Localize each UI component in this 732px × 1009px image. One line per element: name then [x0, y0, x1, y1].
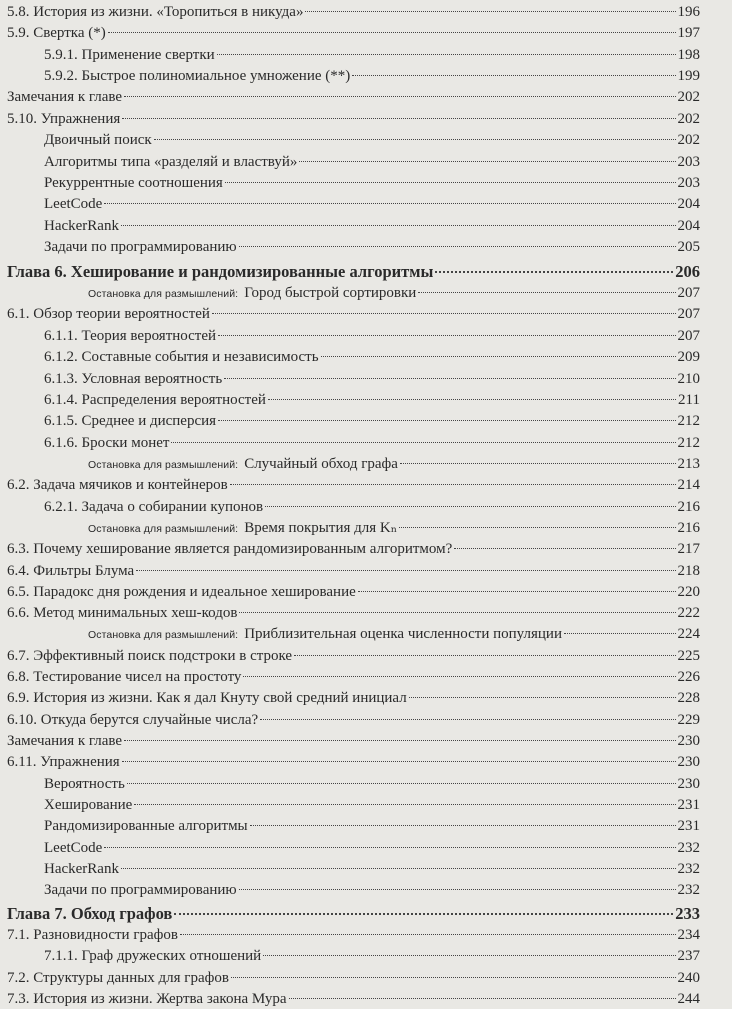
section-number: 6.11.	[7, 754, 37, 770]
toc-entry	[0, 838, 700, 858]
section-title: Упражнения	[40, 111, 121, 127]
toc-entry-title	[7, 304, 210, 324]
toc-entry	[0, 731, 700, 751]
dot-leader	[218, 335, 675, 336]
dot-leader	[122, 118, 675, 119]
dot-leader	[305, 11, 675, 12]
dot-leader	[224, 378, 675, 379]
section-title: LeetCode	[44, 840, 103, 856]
toc-entry	[0, 989, 700, 1009]
dot-leader	[136, 570, 675, 571]
section-number: 6.1.3.	[44, 371, 78, 387]
section-title: Условная вероятность	[81, 371, 223, 387]
page-number: 229	[677, 712, 700, 728]
section-title: Хеширование	[44, 797, 133, 813]
toc-entry	[0, 603, 700, 623]
toc-entry-title	[44, 130, 152, 150]
page-number: 196	[677, 4, 700, 20]
toc-entry	[0, 433, 700, 453]
toc-entry	[0, 795, 700, 815]
toc-entry-title	[44, 347, 319, 367]
toc-entry	[0, 283, 700, 304]
section-title: Замечания к главе	[7, 89, 123, 105]
section-number: 6.7.	[7, 648, 30, 664]
page-number: 202	[677, 111, 700, 127]
toc-entry	[0, 152, 700, 172]
section-number: 6.2.1.	[44, 499, 78, 515]
section-number: 6.1.4.	[44, 392, 78, 408]
dot-leader	[418, 292, 675, 293]
dot-leader	[265, 506, 675, 507]
toc-entry-title	[44, 497, 263, 517]
page-number: 232	[677, 882, 700, 898]
dot-leader	[564, 633, 676, 634]
page-number: 226	[677, 669, 700, 685]
section-title: Рандомизированные алгоритмы	[44, 818, 248, 834]
stop-and-think-label: Остановка для размышлений:	[88, 459, 239, 471]
section-number: 6.10.	[7, 712, 37, 728]
page-number: 205	[677, 239, 700, 255]
page-number: 232	[677, 861, 700, 877]
toc-entry	[0, 774, 700, 794]
page-number: 204	[677, 196, 700, 212]
dot-leader	[108, 32, 676, 33]
toc-entry-title	[88, 624, 562, 645]
section-title: Вероятность	[44, 776, 125, 792]
page-number: 207	[677, 328, 700, 344]
toc-entry-title	[44, 237, 237, 257]
section-title: Свертка (*)	[33, 25, 106, 41]
stop-and-think-label: Остановка для размышлений:	[88, 629, 239, 641]
page-number: 232	[677, 840, 700, 856]
dot-leader	[289, 998, 676, 999]
toc-entry-title	[7, 87, 122, 107]
section-number: 6.8.	[7, 669, 30, 685]
section-title: Алгоритмы типа «разделяй и властвуй»	[44, 154, 298, 170]
toc-entry-title	[7, 561, 134, 581]
toc-entry-title	[7, 475, 228, 495]
dot-leader	[231, 977, 676, 978]
page-number: 207	[677, 306, 700, 322]
toc-entry	[0, 130, 700, 150]
toc-entry	[0, 262, 700, 282]
toc-entry-title	[44, 152, 297, 172]
page-number: 214	[677, 477, 700, 493]
section-title: Быстрое полиномиальное умножение (**)	[81, 68, 351, 84]
toc-entry-title	[7, 539, 452, 559]
toc-entry	[0, 326, 700, 346]
toc-entry-title	[44, 795, 132, 815]
page-number: 212	[677, 413, 700, 429]
toc-entry	[0, 2, 700, 22]
toc-entry	[0, 173, 700, 193]
dot-leader	[400, 463, 676, 464]
section-title: Парадокс дня рождения и идеальное хеширование	[33, 584, 356, 600]
toc-entry-title	[44, 774, 125, 794]
toc-entry-title	[44, 194, 102, 214]
toc-entry	[0, 45, 700, 65]
section-title: Город быстрой сортировки	[244, 285, 417, 301]
page-number: 216	[677, 520, 700, 536]
page-number: 198	[677, 47, 700, 63]
section-number: 7.1.1.	[44, 948, 78, 964]
section-title: Граф дружеских отношений	[81, 948, 262, 964]
dot-leader	[268, 399, 676, 400]
toc-entry	[0, 347, 700, 367]
section-title: LeetCode	[44, 196, 103, 212]
section-title: Структуры данных для графов	[33, 970, 229, 986]
toc-entry-title	[44, 816, 248, 836]
dot-leader	[122, 761, 676, 762]
toc-entry-title	[7, 710, 258, 730]
section-number: 5.8.	[7, 4, 30, 20]
section-title: Случайный обход графа	[244, 456, 398, 472]
section-title: Приблизительная оценка численности популяции	[244, 626, 562, 642]
toc-entry	[0, 710, 700, 730]
section-number: 6.1.1.	[44, 328, 78, 344]
toc-entry	[0, 946, 700, 966]
page-number: 231	[677, 818, 700, 834]
toc-entry	[0, 539, 700, 559]
toc-entry-title	[44, 390, 266, 410]
toc-entry	[0, 582, 700, 602]
toc-entry-title	[7, 582, 356, 602]
page-number: 231	[677, 797, 700, 813]
toc-entry-title	[88, 454, 398, 475]
page-number: 234	[677, 927, 700, 943]
section-number: 5.9.1.	[44, 47, 78, 63]
toc-entry	[0, 816, 700, 836]
toc-entry-title	[7, 262, 433, 282]
toc-entry	[0, 304, 700, 324]
dot-leader	[121, 868, 676, 869]
page-number: 203	[677, 154, 700, 170]
dot-leader	[124, 96, 675, 97]
dot-leader	[134, 804, 675, 805]
page-number: 202	[677, 132, 700, 148]
section-title: Задачи по программированию	[44, 239, 237, 255]
page-number: 216	[677, 499, 700, 515]
dot-leader	[239, 889, 676, 890]
section-title: Глава 6. Хеширование и рандомизированные алгоритмы	[7, 262, 434, 281]
toc-entry-title	[44, 369, 222, 389]
toc-entry	[0, 688, 700, 708]
dot-leader	[239, 612, 675, 613]
dot-leader	[294, 655, 675, 656]
dot-leader	[239, 246, 676, 247]
section-title: Среднее и дисперсия	[81, 413, 217, 429]
section-title: Броски монет	[81, 435, 170, 451]
section-title: Время покрытия для Kₙ	[244, 520, 398, 536]
section-title: Замечания к главе	[7, 733, 123, 749]
toc-entry-title	[7, 688, 407, 708]
page-number: 228	[677, 690, 700, 706]
toc-entry	[0, 925, 700, 945]
toc-entry-title	[44, 859, 119, 879]
section-title: Задача о собирании купонов	[81, 499, 264, 515]
page-number: 224	[677, 626, 700, 642]
section-title: Распределения вероятностей	[81, 392, 266, 408]
toc-entry-title	[44, 66, 350, 86]
toc-entry-title	[44, 946, 261, 966]
section-number: 6.1.5.	[44, 413, 78, 429]
page-number: 206	[675, 262, 700, 281]
section-title: Двоичный поиск	[44, 132, 152, 148]
dot-leader	[409, 697, 676, 698]
section-title: HackerRank	[44, 218, 119, 234]
toc-entry-title	[7, 109, 120, 129]
section-title: История из жизни. Как я дал Кнуту свой средний инициал	[33, 690, 407, 706]
stop-and-think-label: Остановка для размышлений:	[88, 523, 239, 535]
section-title: Глава 7. Обход графов	[7, 904, 173, 923]
dot-leader	[263, 955, 675, 956]
page-number: 230	[677, 754, 700, 770]
page-number: 212	[677, 435, 700, 451]
toc-entry-title	[7, 968, 229, 988]
dot-leader	[435, 271, 673, 273]
page-number: 211	[678, 392, 700, 408]
section-title: Фильтры Блума	[33, 563, 135, 579]
page-number: 217	[677, 541, 700, 557]
section-title: Эффективный поиск подстроки в строке	[33, 648, 293, 664]
toc-entry-title	[7, 989, 287, 1009]
section-title: Применение свертки	[81, 47, 215, 63]
toc-entry	[0, 237, 700, 257]
section-number: 6.5.	[7, 584, 30, 600]
section-title: Тестирование чисел на простоту	[33, 669, 242, 685]
toc-entry-title	[7, 646, 292, 666]
section-number: 6.4.	[7, 563, 30, 579]
toc-entry	[0, 475, 700, 495]
toc-entry-title	[7, 2, 303, 22]
toc-entry-title	[44, 433, 169, 453]
dot-leader	[230, 484, 676, 485]
page-number: 222	[677, 605, 700, 621]
section-title: Почему хеширование является рандомизированным алгоритмом?	[33, 541, 453, 557]
dot-leader	[260, 719, 675, 720]
toc-entry	[0, 518, 700, 539]
toc-entry	[0, 390, 700, 410]
dot-leader	[225, 182, 676, 183]
page-number: 240	[677, 970, 700, 986]
toc-entry	[0, 752, 700, 772]
toc-entry-title	[44, 838, 102, 858]
section-number: 6.1.	[7, 306, 30, 322]
toc-entry	[0, 646, 700, 666]
toc-entry	[0, 454, 700, 475]
page-number: 237	[677, 948, 700, 964]
page-number: 233	[675, 904, 700, 923]
toc-entry-title	[88, 283, 416, 304]
section-number: 6.1.6.	[44, 435, 78, 451]
section-title: Составные события и независимость	[81, 349, 319, 365]
section-number: 7.3.	[7, 991, 30, 1007]
toc-entry	[0, 497, 700, 517]
dot-leader	[212, 313, 676, 314]
toc-entry	[0, 667, 700, 687]
section-number: 6.1.2.	[44, 349, 78, 365]
page-number: 207	[677, 285, 700, 301]
page-number: 202	[677, 89, 700, 105]
toc-entry	[0, 87, 700, 107]
toc-entry-title	[44, 173, 223, 193]
section-title: Метод минимальных хеш-кодов	[33, 605, 238, 621]
page-number: 197	[677, 25, 700, 41]
dot-leader	[154, 139, 676, 140]
dot-leader	[399, 527, 675, 528]
toc-entry-title	[7, 752, 120, 772]
toc-entry-title	[7, 904, 172, 924]
section-number: 6.9.	[7, 690, 30, 706]
page-number: 209	[677, 349, 700, 365]
stop-and-think-label: Остановка для размышлений:	[88, 288, 239, 300]
toc-entry-title	[7, 925, 178, 945]
page-number: 203	[677, 175, 700, 191]
toc-entry	[0, 624, 700, 645]
dot-leader	[299, 161, 675, 162]
section-number: 7.1.	[7, 927, 30, 943]
dot-leader	[321, 356, 676, 357]
section-title: Задача мячиков и контейнеров	[33, 477, 228, 493]
toc-entry-title	[7, 667, 241, 687]
toc-entry-title	[44, 45, 215, 65]
toc-entry-title	[44, 880, 237, 900]
page-number: 225	[677, 648, 700, 664]
section-number: 6.6.	[7, 605, 30, 621]
section-number: 6.2.	[7, 477, 30, 493]
dot-leader	[352, 75, 675, 76]
toc-entry	[0, 109, 700, 129]
dot-leader	[250, 825, 676, 826]
toc-entry-title	[7, 603, 237, 623]
toc-entry	[0, 23, 700, 43]
page-number: 213	[677, 456, 700, 472]
dot-leader	[124, 740, 675, 741]
page-number: 230	[677, 776, 700, 792]
toc-entry-title	[7, 731, 122, 751]
page-number: 210	[677, 371, 700, 387]
section-title: История из жизни. Жертва закона Мура	[33, 991, 287, 1007]
section-title: Разновидности графов	[33, 927, 178, 943]
section-number: 5.10.	[7, 111, 37, 127]
toc-entry-title	[88, 518, 397, 539]
toc-entry	[0, 216, 700, 236]
section-title: Рекуррентные соотношения	[44, 175, 223, 191]
section-title: История из жизни. «Торопиться в никуда»	[33, 4, 304, 20]
page-number: 220	[677, 584, 700, 600]
page-number: 244	[677, 991, 700, 1007]
dot-leader	[243, 676, 675, 677]
section-title: HackerRank	[44, 861, 119, 877]
section-number: 7.2.	[7, 970, 30, 986]
toc-entry	[0, 880, 700, 900]
toc-entry	[0, 904, 700, 924]
page-number: 204	[677, 218, 700, 234]
dot-leader	[218, 420, 675, 421]
dot-leader	[217, 54, 676, 55]
toc-entry	[0, 369, 700, 389]
dot-leader	[127, 783, 676, 784]
dot-leader	[171, 442, 675, 443]
dot-leader	[358, 591, 676, 592]
section-title: Теория вероятностей	[81, 328, 217, 344]
section-title: Упражнения	[40, 754, 120, 770]
dot-leader	[180, 934, 676, 935]
section-number: 5.9.	[7, 25, 30, 41]
dot-leader	[174, 913, 673, 915]
section-number: 6.3.	[7, 541, 30, 557]
toc-entry	[0, 66, 700, 86]
toc-entry-title	[44, 216, 119, 236]
toc-entry-title	[44, 326, 216, 346]
dot-leader	[104, 203, 675, 204]
dot-leader	[454, 548, 675, 549]
toc-entry	[0, 194, 700, 214]
toc-entry	[0, 859, 700, 879]
toc-entry	[0, 968, 700, 988]
page-number: 218	[677, 563, 700, 579]
toc-entry-title	[44, 411, 216, 431]
dot-leader	[121, 225, 676, 226]
dot-leader	[104, 847, 675, 848]
section-title: Откуда берутся случайные числа?	[40, 712, 259, 728]
page-number: 230	[677, 733, 700, 749]
page-number: 199	[677, 68, 700, 84]
toc-entry-title	[7, 23, 106, 43]
section-title: Обзор теории вероятностей	[33, 306, 210, 322]
section-title: Задачи по программированию	[44, 882, 237, 898]
toc-entry	[0, 411, 700, 431]
toc-entry	[0, 561, 700, 581]
section-number: 5.9.2.	[44, 68, 78, 84]
